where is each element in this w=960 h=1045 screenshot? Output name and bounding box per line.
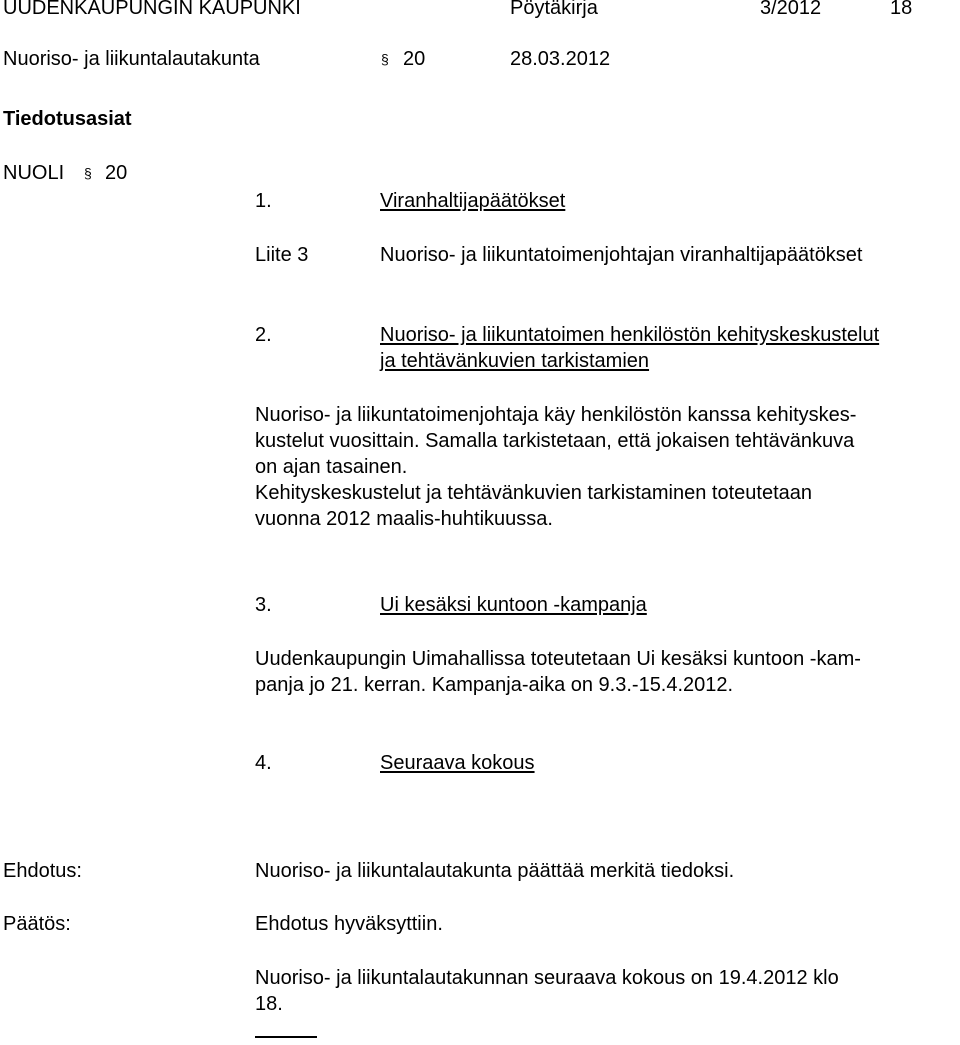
next-meeting-note-line: 18. (255, 993, 283, 1015)
proposal-text: Nuoriso- ja liikuntalautakunta päättää merkitä tiedoksi. (255, 860, 735, 882)
item-1-attachment-label: Liite 3 (255, 244, 309, 266)
section-number: 20 (403, 48, 426, 70)
section-title: Tiedotusasiat (3, 108, 132, 130)
reference-section-mark-icon: § (84, 165, 92, 181)
item-1-attachment-text: Nuoriso- ja liikuntatoimenjohtajan viranhaltijapäätökset (380, 244, 863, 266)
item-1-title: Viranhaltijapäätökset (380, 190, 566, 212)
item-1-number: 1. (255, 190, 272, 212)
reference-code: NUOLI (3, 162, 65, 184)
item-2-body-line: Kehityskeskustelut ja tehtävänkuvien tarkistaminen toteutetaan (255, 482, 812, 504)
proposal-label: Ehdotus: (3, 860, 82, 882)
item-4-title: Seuraava kokous (380, 752, 535, 774)
organization-name: UUDENKAUPUNGIN KAUPUNKI (3, 0, 301, 19)
item-2-body-line: vuonna 2012 maalis-huhtikuussa. (255, 508, 553, 530)
reference-number: 20 (105, 162, 128, 184)
section-mark-icon: § (381, 51, 389, 67)
item-3-body-line: Uudenkaupungin Uimahallissa toteutetaan Ui kesäksi kuntoon -kam- (255, 648, 861, 670)
item-3-body-line: panja jo 21. kerran. Kampanja-aika on 9.3.-15.4.2012. (255, 674, 734, 696)
item-4-number: 4. (255, 752, 272, 774)
item-2-body-line: on ajan tasainen. (255, 456, 408, 478)
item-2-number: 2. (255, 324, 272, 346)
item-3-number: 3. (255, 594, 272, 616)
page-number: 18 (890, 0, 913, 19)
item-3-title: Ui kesäksi kuntoon -kampanja (380, 594, 647, 616)
decision-text: Ehdotus hyväksyttiin. (255, 913, 443, 935)
document-number: 3/2012 (760, 0, 822, 19)
next-meeting-note (255, 966, 839, 1018)
item-2-body-line: kustelut vuosittain. Samalla tarkistetaan, että jokaisen tehtävänkuva (255, 430, 855, 452)
next-meeting-note-line: Nuoriso- ja liikuntalautakunnan seuraava kokous on 19.4.2012 klo (255, 967, 839, 989)
item-2-title-line: ja tehtävänkuvien tarkistamien (380, 350, 650, 372)
item-2-body-line: Nuoriso- ja liikuntatoimenjohtaja käy henkilöstön kanssa kehityskes- (255, 404, 857, 426)
committee-name: Nuoriso- ja liikuntalautakunta (3, 48, 260, 70)
end-divider (255, 1036, 317, 1038)
meeting-date: 28.03.2012 (510, 48, 611, 70)
decision-label: Päätös: (3, 913, 71, 935)
item-2-title (380, 323, 879, 375)
item-3-body (255, 647, 861, 699)
item-2-body (255, 403, 856, 533)
item-2-title-line: Nuoriso- ja liikuntatoimen henkilöstön kehityskeskustelut (380, 324, 880, 346)
document-type: Pöytäkirja (510, 0, 598, 19)
